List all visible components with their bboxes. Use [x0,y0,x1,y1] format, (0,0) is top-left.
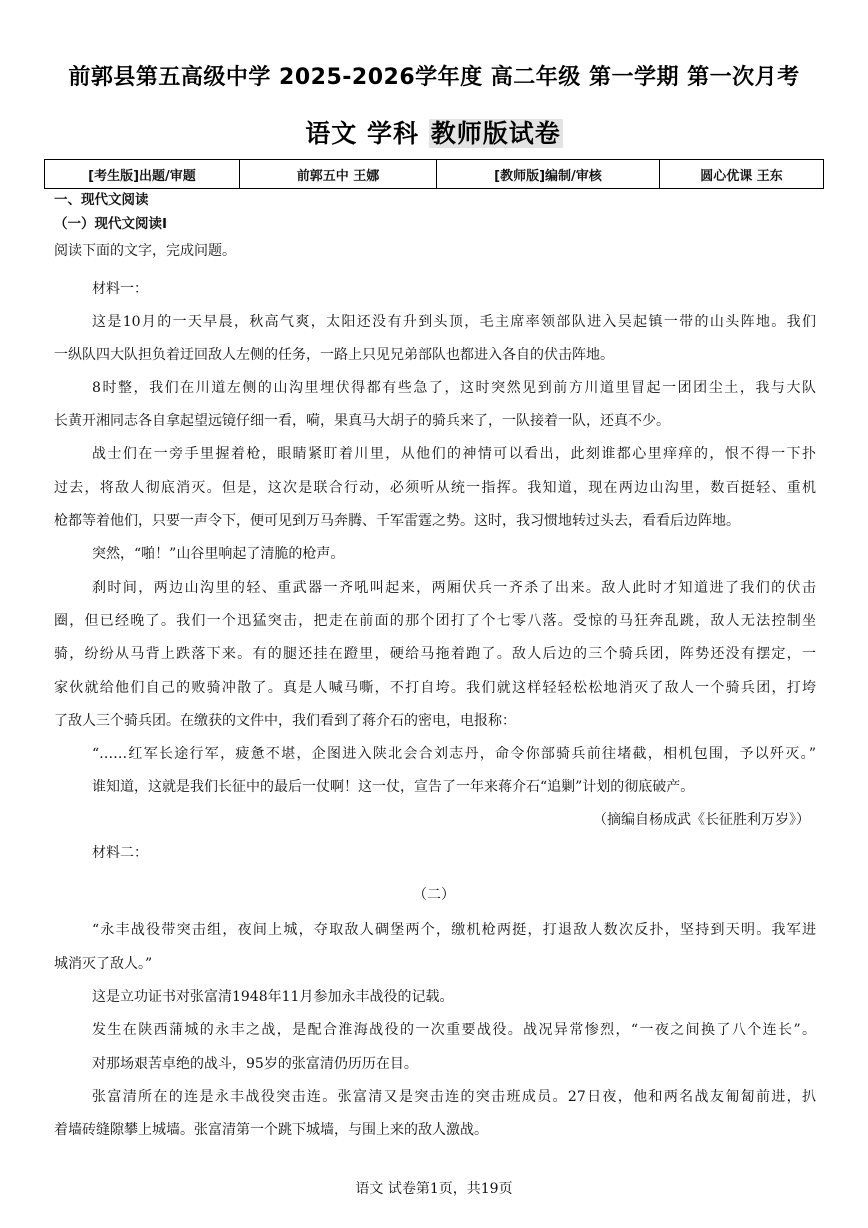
material1-line: 8时整，我们在川道左侧的山沟里埋伏得都有些急了，这时突然见到前方川道里冒起一团团尘土，我与大队 [92,380,816,396]
material1-line: 这是10月的一天早晨，秋高气爽，太阳还没有升到头顶，毛主席率领部队进入吴起镇一带的山头阵地。我们 [92,314,816,330]
page-footer: 语文 试卷第1页，共19页 [355,1181,513,1197]
section-subheading: （一）现代文阅读Ⅰ [54,216,168,232]
material2-line: 发生在陕西蒲城的永丰之战，是配合淮海战役的一次重要战役。战况异常惨烈，“一夜之间换了八个连长”。 [92,1022,816,1038]
material1-quote: “……红军长途行军，疲惫不堪，企图进入陕北会合刘志丹，命令你部骑兵前往堵截，相机包围，予以歼灭。” [92,746,816,762]
material1-line: 骑，纷纷从马背上跌落下来。有的腿还挂在蹬里，硬给马拖着跑了。敌人后边的三个骑兵团，阵势还没有摆定，一 [54,646,816,662]
material1-line: 谁知道，这就是我们长征中的最后一仗啊！这一仗，宣告了一年来蒋介石“追剿”计划的彻底破产。 [92,779,695,795]
material2-line: 这是立功证书对张富清1948年11月参加永丰战役的记载。 [92,989,454,1005]
edition-label: 教师版试卷 [430,119,561,148]
material2-line: 张富清所在的连是永丰战役突击连。张富清又是突击连的突击班成员。27日夜，他和两名战友匍匐前进，扒 [92,1089,816,1105]
material1-line: 战士们在一旁手里握着枪，眼睛紧盯着川里，从他们的神情可以看出，此刻谁都心里痒痒的，恨不得一下扑 [92,446,816,462]
material2-part-heading: （二） [413,887,455,903]
material2-label: 材料二： [92,845,148,861]
exam-subtitle [0,114,868,150]
info-cell-author: 前郭五中 王娜 [240,160,437,189]
exam-title: 前郭县第五高级中学 2025-2026学年度 高二年级 第一学期 第一次月考 [68,65,800,90]
info-table [44,159,824,189]
info-cell-reviewer: 圆心优课 王东 [660,160,824,189]
material1-line: 了敌人三个骑兵团。在缴获的文件中，我们看到了蒋介石的密电，电报称： [54,713,516,729]
material2-line: 对那场艰苦卓绝的战斗，95岁的张富清仍历历在目。 [92,1056,418,1072]
section-heading: 一、现代文阅读 [54,192,149,208]
subject-label: 语文 学科 [305,119,429,148]
material1-line: 刹时间，两边山沟里的轻、重武器一齐吼叫起来，两厢伏兵一齐杀了出来。敌人此时才知道进了我们的伏击 [92,580,816,596]
material1-line: 家伙就给他们自己的败骑冲散了。真是人喊马嘶，不打自垮。我们就这样轻轻松松地消灭了敌人一个骑兵团，打垮 [54,680,816,696]
material2-line: “永丰战役带突击组，夜间上城，夺取敌人碉堡两个，缴机枪两挺，打退敌人数次反扑，坚持到天明。我军进 [92,922,816,938]
info-cell-student-edition: [考生版]出题/审题 [45,160,240,189]
instruction-text: 阅读下面的文字，完成问题。 [54,243,236,259]
material1-line: 突然，“啪！”山谷里响起了清脆的枪声。 [92,546,345,562]
material1-line: 长黄开湘同志各自拿起望远镜仔细一看，嗬，果真马大胡子的骑兵来了，一队接着一队，还真不少。 [54,413,670,429]
material1-line: 枪都等着他们，只要一声令下，便可见到万马奔腾、千军雷霆之势。这时，我习惯地转过头去，看看后边阵地。 [54,513,740,529]
material2-line: 着墙砖缝隙攀上城墙。张富清第一个跳下城墙，与围上来的敌人激战。 [54,1122,488,1138]
material1-label: 材料一： [92,281,148,297]
material1-source: （摘编自杨成武《长征胜利万岁》） [593,812,810,828]
info-row [45,160,824,189]
material1-line: 圈，但已经晚了。我们一个迅猛突击，把走在前面的那个团打了个七零八落。受惊的马狂奔乱跳，敌人无法控制坐 [54,613,816,629]
material2-line: 城消灭了敌人。” [54,956,153,972]
material1-line: 一纵队四大队担负着迂回敌人左侧的任务，一路上只见兄弟部队也都进入各自的伏击阵地。 [54,347,614,363]
info-cell-teacher-edition: [教师版]编制/审核 [437,160,660,189]
material1-line: 过去，将敌人彻底消灭。但是，这次是联合行动，必须听从统一指挥。我知道，现在两边山沟里，数百挺轻、重机 [54,480,816,496]
